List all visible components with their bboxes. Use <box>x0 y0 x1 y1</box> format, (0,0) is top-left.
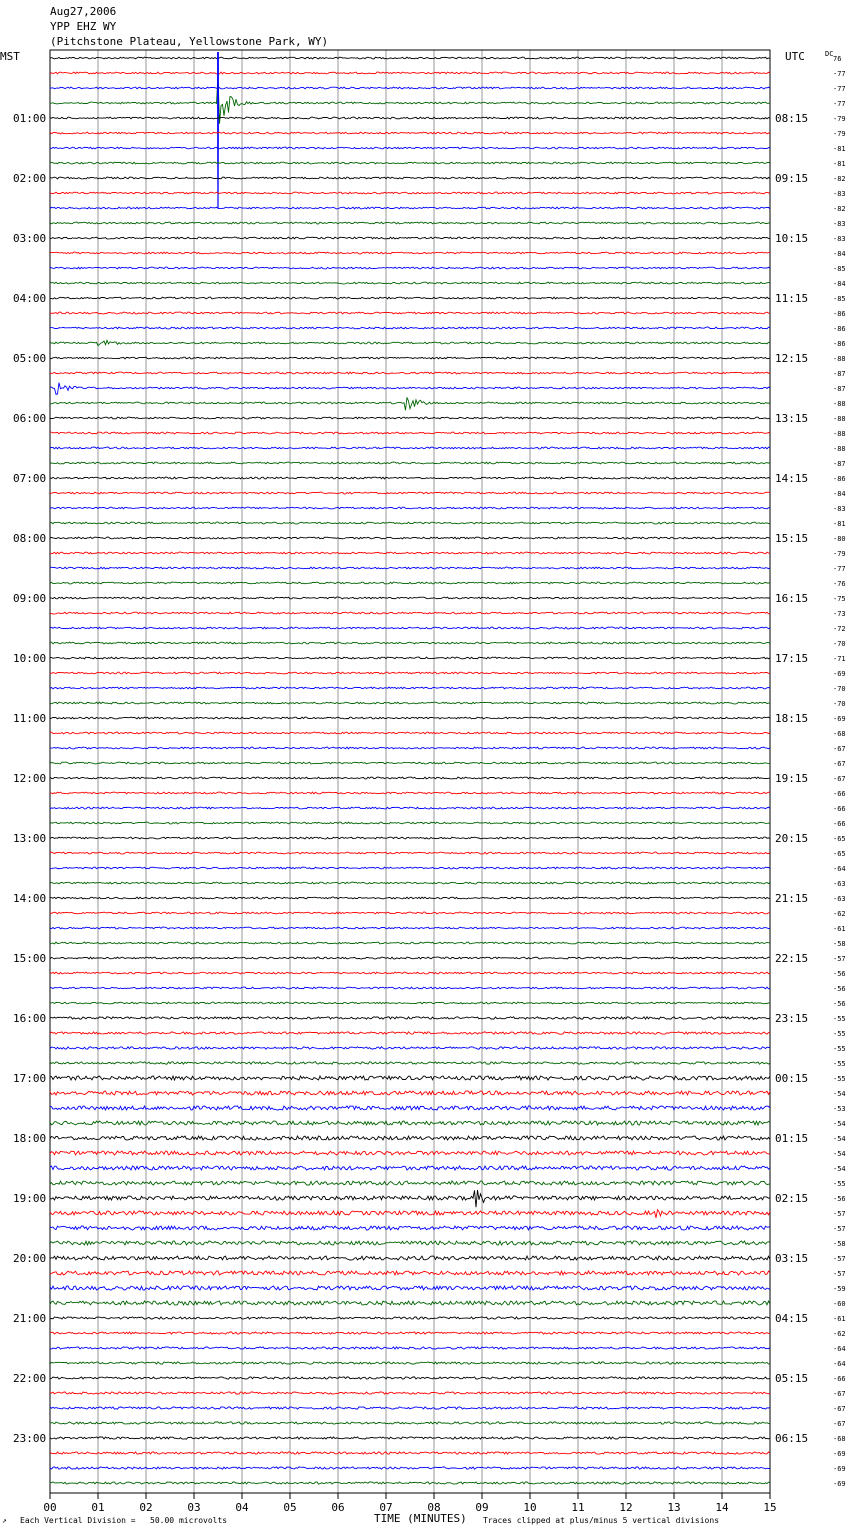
hour-label-mst: 15:00 <box>13 952 47 965</box>
hour-label-utc: 21:15 <box>775 892 809 905</box>
trace-line <box>50 1106 770 1110</box>
dc-offset-label: -66 <box>833 805 846 813</box>
hour-label-mst: 22:00 <box>13 1372 47 1385</box>
dc-offset-label: -69 <box>833 1480 846 1488</box>
trace-line <box>50 327 770 329</box>
dc-offset-label: -65 <box>833 850 846 858</box>
dc-offset-label: -67 <box>833 760 846 768</box>
hour-label-mst: 02:00 <box>13 172 47 185</box>
trace-line <box>50 1091 770 1095</box>
x-tick-label: 04 <box>235 1501 249 1514</box>
trace-line <box>50 957 770 959</box>
header-station: YPP EHZ WY <box>50 20 117 33</box>
trace-line <box>50 537 770 539</box>
dc-offset-label: -67 <box>833 1390 846 1398</box>
trace-line <box>50 372 770 374</box>
dc-offset-label: -86 <box>833 310 846 318</box>
x-tick-label: 10 <box>523 1501 537 1514</box>
dc-offset-label: -55 <box>833 1030 846 1038</box>
dc-offset-label: -57 <box>833 955 846 963</box>
trace-line <box>50 252 770 254</box>
dc-offset-label: -87 <box>833 385 846 393</box>
dc-offset-label: -84 <box>833 250 846 258</box>
trace-line <box>50 1151 770 1155</box>
hour-label-mst: 06:00 <box>13 412 47 425</box>
dc-offset-label: -55 <box>833 1075 846 1083</box>
trace-line <box>50 972 770 974</box>
hour-label-mst: 17:00 <box>13 1072 47 1085</box>
right-timezone-label: UTC <box>785 50 805 63</box>
dc-offset-label: -84 <box>833 490 846 498</box>
dc-offset-label: -86 <box>833 325 846 333</box>
dc-offset-label: -88 <box>833 415 846 423</box>
dc-offset-label: -82 <box>833 175 846 183</box>
dc-offset-label: -63 <box>833 895 846 903</box>
dc-offset-label: -88 <box>833 445 846 453</box>
hour-label-mst: 16:00 <box>13 1012 47 1025</box>
trace-line <box>50 897 770 899</box>
trace-line <box>50 1317 770 1319</box>
trace-line <box>50 927 770 929</box>
dc-offset-label: -71 <box>833 655 846 663</box>
hour-label-mst: 09:00 <box>13 592 47 605</box>
trace-line <box>50 267 770 269</box>
dc-offset-label: -54 <box>833 1150 846 1158</box>
trace-line <box>50 1166 770 1170</box>
trace-line <box>50 383 770 395</box>
dc-offset-label: -63 <box>833 880 846 888</box>
trace-line <box>50 777 770 779</box>
hour-label-utc: 17:15 <box>775 652 809 665</box>
trace-line <box>50 447 770 449</box>
vertical-division-note: Each Vertical Division = 50.00 microvolts <box>20 1516 228 1525</box>
hour-label-utc: 15:15 <box>775 532 809 545</box>
trace-line <box>50 1286 770 1290</box>
trace-line <box>50 1407 770 1409</box>
dc-offset-label: -79 <box>833 550 846 558</box>
dc-offset-label: -86 <box>833 340 846 348</box>
hour-label-utc: 05:15 <box>775 1372 809 1385</box>
dc-offset-label: -83 <box>833 505 846 513</box>
trace-line <box>50 1190 770 1207</box>
trace-line <box>50 1377 770 1379</box>
trace-line <box>50 397 770 410</box>
dc-offset-label: -76 <box>833 580 846 588</box>
dc-offset-label: -54 <box>833 1165 846 1173</box>
trace-line <box>50 1332 770 1334</box>
dc-offset-label: -65 <box>833 835 846 843</box>
trace-line <box>50 340 770 345</box>
hour-label-utc: 10:15 <box>775 232 809 245</box>
trace-line <box>50 117 770 119</box>
dc-offset-label: -60 <box>833 1300 846 1308</box>
trace-line <box>50 627 770 629</box>
dc-offset-label: -68 <box>833 730 846 738</box>
hour-label-utc: 06:15 <box>775 1432 809 1445</box>
hour-label-utc: 04:15 <box>775 1312 809 1325</box>
trace-line <box>50 522 770 524</box>
trace-line <box>50 552 770 554</box>
hour-label-utc: 09:15 <box>775 172 809 185</box>
hour-label-mst: 07:00 <box>13 472 47 485</box>
trace-line <box>50 75 770 123</box>
dc-offset-label: -67 <box>833 775 846 783</box>
trace-line <box>50 1032 770 1034</box>
trace-line <box>50 1241 770 1245</box>
dc-offset-label: -77 <box>833 85 846 93</box>
hour-label-mst: 20:00 <box>13 1252 47 1265</box>
x-tick-label: 01 <box>91 1501 105 1514</box>
trace-line <box>50 507 770 509</box>
dc-offset-label: -87 <box>833 370 846 378</box>
trace-line <box>50 732 770 734</box>
x-axis-title: TIME (MINUTES) <box>374 1512 467 1525</box>
hour-label-utc: 00:15 <box>775 1072 809 1085</box>
dc-offset-label: -81 <box>833 520 846 528</box>
plot-frame <box>50 50 770 1493</box>
dc-offset-label: -66 <box>833 790 846 798</box>
dc-offset-label: -67 <box>833 1420 846 1428</box>
dc-offset-label: 76 <box>833 55 842 63</box>
dc-offset-label: -66 <box>833 1375 846 1383</box>
hour-label-mst: 19:00 <box>13 1192 47 1205</box>
x-tick-label: 14 <box>715 1501 729 1514</box>
hour-label-mst: 01:00 <box>13 112 47 125</box>
dc-offset-label: -79 <box>833 130 846 138</box>
hour-label-utc: 22:15 <box>775 952 809 965</box>
hour-label-mst: 13:00 <box>13 832 47 845</box>
x-tick-label: 05 <box>283 1501 297 1514</box>
x-tick-label: 12 <box>619 1501 633 1514</box>
dc-offset-label: -56 <box>833 1195 846 1203</box>
trace-line <box>50 1226 770 1230</box>
dc-offset-label: -81 <box>833 145 846 153</box>
dc-offset-label: -72 <box>833 625 846 633</box>
trace-line <box>50 222 770 224</box>
hour-label-mst: 10:00 <box>13 652 47 665</box>
hour-label-utc: 20:15 <box>775 832 809 845</box>
x-tick-label: 02 <box>139 1501 153 1514</box>
hour-label-utc: 02:15 <box>775 1192 809 1205</box>
dc-offset-label: -88 <box>833 400 846 408</box>
trace-line <box>50 312 770 314</box>
trace-line <box>50 672 770 674</box>
trace-line <box>50 1017 770 1019</box>
dc-offset-label: -57 <box>833 1210 846 1218</box>
dc-offset-label: -55 <box>833 1045 846 1053</box>
trace-line <box>50 237 770 239</box>
hour-label-mst: 04:00 <box>13 292 47 305</box>
dc-offset-label: -57 <box>833 1225 846 1233</box>
dc-offset-label: -67 <box>833 1405 846 1413</box>
trace-line <box>50 912 770 914</box>
trace-line <box>50 687 770 689</box>
dc-offset-label: -83 <box>833 235 846 243</box>
trace-line <box>50 1271 770 1275</box>
trace-line <box>50 177 770 179</box>
hour-label-utc: 14:15 <box>775 472 809 485</box>
dc-offset-label: -69 <box>833 715 846 723</box>
trace-line <box>50 582 770 584</box>
dc-offset-label: -70 <box>833 640 846 648</box>
scale-mark: ↗ <box>2 1516 7 1525</box>
trace-line <box>50 1076 770 1080</box>
trace-line <box>50 987 770 989</box>
trace-line <box>50 882 770 884</box>
trace-line <box>50 432 770 434</box>
trace-line <box>50 72 770 74</box>
dc-offset-label: -77 <box>833 100 846 108</box>
hour-label-mst: 21:00 <box>13 1312 47 1325</box>
trace-line <box>50 132 770 134</box>
dc-offset-label: -88 <box>833 430 846 438</box>
hour-label-utc: 11:15 <box>775 292 809 305</box>
hour-label-mst: 05:00 <box>13 352 47 365</box>
dc-offset-label: -84 <box>833 280 846 288</box>
dc-offset-label: -70 <box>833 685 846 693</box>
trace-line <box>50 1181 770 1185</box>
trace-line <box>50 567 770 569</box>
hour-label-utc: 13:15 <box>775 412 809 425</box>
trace-line <box>50 492 770 494</box>
x-axis <box>43 1493 776 1514</box>
dc-offset-label: -62 <box>833 910 846 918</box>
dc-offset-label: -75 <box>833 595 846 603</box>
hour-label-utc: 19:15 <box>775 772 809 785</box>
trace-line <box>50 417 770 419</box>
trace-line <box>50 822 770 824</box>
clip-note: Traces clipped at plus/minus 5 vertical divisions <box>483 1516 720 1525</box>
dc-offset-label: -67 <box>833 745 846 753</box>
trace-line <box>50 702 770 704</box>
dc-offset-label: -77 <box>833 565 846 573</box>
dc-offset-label: -85 <box>833 265 846 273</box>
trace-line <box>50 57 770 59</box>
trace-line <box>50 1136 770 1140</box>
hour-label-mst: 11:00 <box>13 712 47 725</box>
dc-offset-label: -56 <box>833 970 846 978</box>
trace-line <box>50 1452 770 1454</box>
hour-label-utc: 16:15 <box>775 592 809 605</box>
dc-offset-label: -66 <box>833 820 846 828</box>
trace-line <box>50 462 770 464</box>
trace-line <box>50 1482 770 1484</box>
dc-offset-label: -57 <box>833 1270 846 1278</box>
hour-label-utc: 01:15 <box>775 1132 809 1145</box>
trace-line <box>50 1121 770 1125</box>
trace-line <box>50 1467 770 1469</box>
hour-label-mst: 03:00 <box>13 232 47 245</box>
dc-offset-label: -69 <box>833 670 846 678</box>
chart-traces <box>50 52 770 1484</box>
trace-line <box>50 282 770 284</box>
trace-line <box>50 87 770 89</box>
trace-line <box>50 1047 770 1049</box>
dc-offset-label: -61 <box>833 925 846 933</box>
trace-line <box>50 1437 770 1439</box>
dc-offset-label: -81 <box>833 160 846 168</box>
trace-line <box>50 747 770 749</box>
hour-label-mst: 12:00 <box>13 772 47 785</box>
hour-label-utc: 12:15 <box>775 352 809 365</box>
trace-line <box>50 657 770 659</box>
dc-offset-label: -56 <box>833 985 846 993</box>
x-tick-label: 00 <box>43 1501 57 1514</box>
hour-label-utc: 23:15 <box>775 1012 809 1025</box>
hour-label-utc: 18:15 <box>775 712 809 725</box>
x-tick-label: 13 <box>667 1501 681 1514</box>
dc-offset-label: -59 <box>833 1285 846 1293</box>
dc-offset-label: -85 <box>833 295 846 303</box>
hour-label-utc: 03:15 <box>775 1252 809 1265</box>
dc-offset-label: -77 <box>833 70 846 78</box>
dc-offset-label: -55 <box>833 1180 846 1188</box>
trace-line <box>50 807 770 809</box>
trace-line <box>50 147 770 149</box>
trace-line <box>50 1362 770 1364</box>
x-tick-label: 03 <box>187 1501 201 1514</box>
dc-header: DC <box>825 50 834 58</box>
hour-label-mst: 14:00 <box>13 892 47 905</box>
x-tick-label: 07 <box>379 1501 393 1514</box>
trace-line <box>50 162 770 164</box>
trace-line <box>50 1210 770 1218</box>
trace-line <box>50 1002 770 1004</box>
trace-line <box>50 597 770 599</box>
trace-line <box>50 207 770 209</box>
dc-offset-label: -55 <box>833 1060 846 1068</box>
dc-offset-label: -53 <box>833 1105 846 1113</box>
dc-offset-label: -64 <box>833 1345 846 1353</box>
trace-line <box>50 1301 770 1305</box>
dc-offset-label: -69 <box>833 1450 846 1458</box>
trace-line <box>50 642 770 644</box>
hour-label-mst: 18:00 <box>13 1132 47 1145</box>
dc-offset-label: -68 <box>833 1435 846 1443</box>
trace-line <box>50 612 770 614</box>
chart-grid <box>50 50 770 1493</box>
trace-line <box>50 942 770 944</box>
dc-offset-label: -88 <box>833 355 846 363</box>
dc-offset-label: -61 <box>833 1315 846 1323</box>
hour-label-mst: 08:00 <box>13 532 47 545</box>
trace-line <box>50 1062 770 1064</box>
trace-line <box>50 1392 770 1394</box>
dc-offset-label: -57 <box>833 1255 846 1263</box>
dc-offset-label: -55 <box>833 1015 846 1023</box>
dc-offset-label: -82 <box>833 205 846 213</box>
trace-line <box>50 192 770 194</box>
trace-line <box>50 1256 770 1260</box>
dc-offset-label: -54 <box>833 1120 846 1128</box>
trace-line <box>50 1347 770 1349</box>
dc-offset-label: -58 <box>833 940 846 948</box>
dc-offset-label: -79 <box>833 115 846 123</box>
dc-offset-label: -64 <box>833 865 846 873</box>
header-location: (Pitchstone Plateau, Yellowstone Park, WY) <box>50 35 329 48</box>
trace-line <box>50 792 770 794</box>
x-tick-label: 06 <box>331 1501 345 1514</box>
hour-label-utc: 08:15 <box>775 112 809 125</box>
hour-label-mst: 23:00 <box>13 1432 47 1445</box>
dc-offset-label: -62 <box>833 1330 846 1338</box>
trace-line <box>50 297 770 299</box>
trace-line <box>50 837 770 839</box>
trace-line <box>50 852 770 854</box>
x-tick-label: 15 <box>763 1501 777 1514</box>
x-tick-label: 08 <box>427 1501 441 1514</box>
trace-line <box>50 477 770 479</box>
dc-offset-label: -87 <box>833 460 846 468</box>
dc-offset-label: -56 <box>833 1000 846 1008</box>
dc-labels <box>825 50 846 1488</box>
trace-line <box>50 867 770 869</box>
dc-offset-label: -83 <box>833 220 846 228</box>
dc-offset-label: -54 <box>833 1090 846 1098</box>
x-tick-label: 09 <box>475 1501 489 1514</box>
dc-offset-label: -70 <box>833 700 846 708</box>
dc-offset-label: -58 <box>833 1240 846 1248</box>
dc-offset-label: -69 <box>833 1465 846 1473</box>
dc-offset-label: -73 <box>833 610 846 618</box>
header-date: Aug27,2006 <box>50 5 117 18</box>
dc-offset-label: -83 <box>833 190 846 198</box>
dc-offset-label: -86 <box>833 475 846 483</box>
dc-offset-label: -80 <box>833 535 846 543</box>
x-tick-label: 11 <box>571 1501 585 1514</box>
left-timezone-label: MST <box>0 50 20 63</box>
dc-offset-label: -54 <box>833 1135 846 1143</box>
trace-line <box>50 1422 770 1424</box>
trace-line <box>50 357 770 359</box>
trace-line <box>50 717 770 719</box>
trace-line <box>50 762 770 764</box>
dc-offset-label: -64 <box>833 1360 846 1368</box>
